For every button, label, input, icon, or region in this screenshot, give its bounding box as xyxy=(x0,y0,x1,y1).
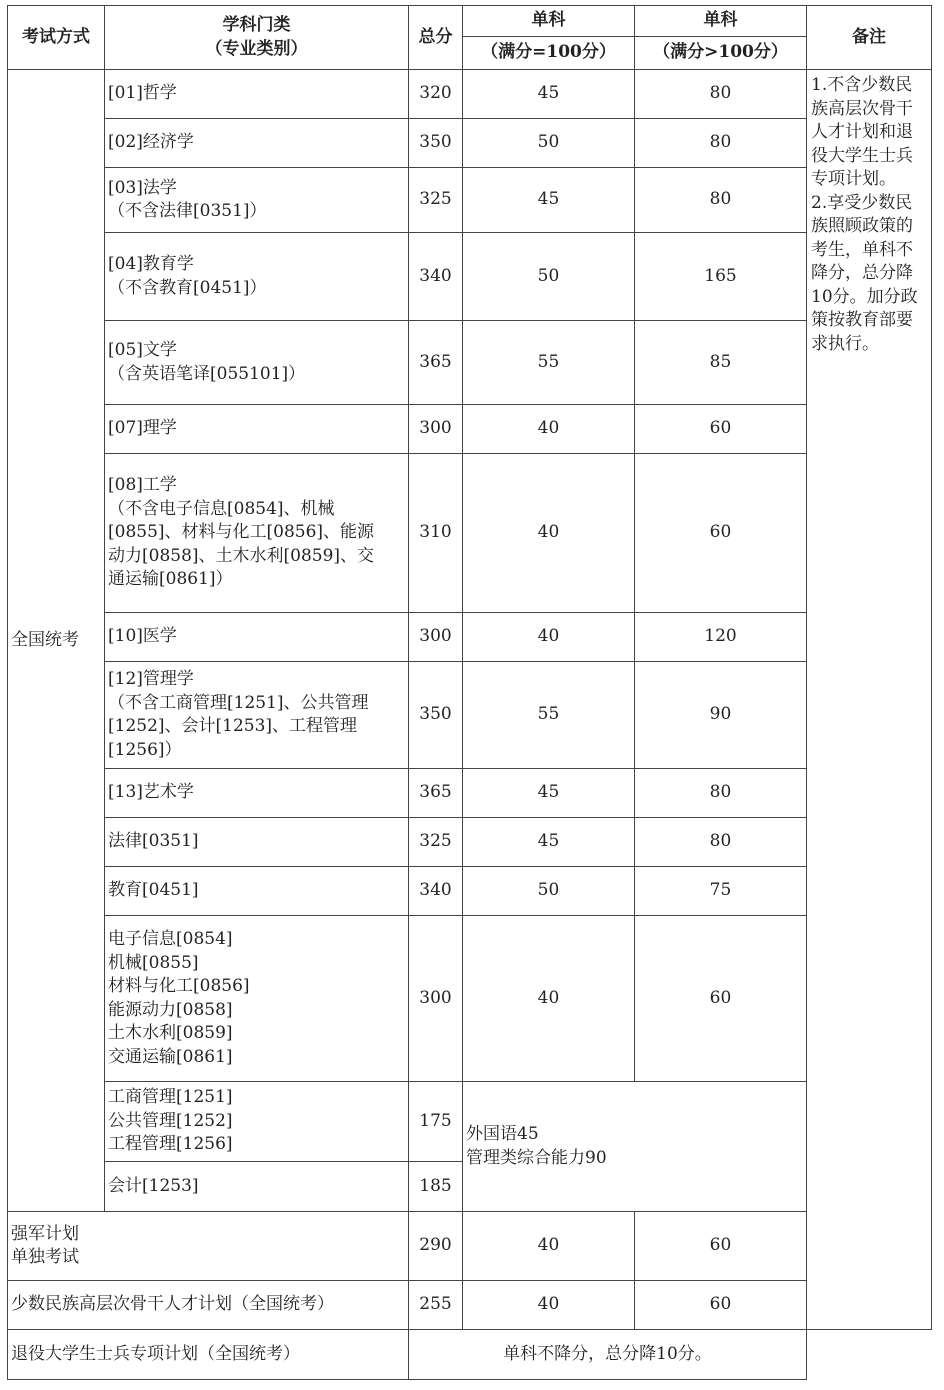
score-table xyxy=(7,5,932,1380)
header-category-sub: （专业类别） xyxy=(205,38,308,59)
table-row xyxy=(8,70,932,119)
header-single-100: （满分=100分） xyxy=(463,37,635,70)
header-single-2: 单科 xyxy=(635,6,807,37)
table-row xyxy=(8,168,932,233)
single-gt100-score: 60 xyxy=(635,1212,807,1281)
category-name: [02]经济学 xyxy=(105,119,409,168)
table-row xyxy=(8,916,932,1082)
category-name: [08]工学 （不含电子信息[0854]、机械 [0855]、材料与化工[0856]、能源 动力[0858]、土木水利[0859]、交 通运输[0861]） xyxy=(105,454,409,613)
total-score: 325 xyxy=(409,818,463,867)
category-name: [10]医学 xyxy=(105,613,409,662)
total-score: 365 xyxy=(409,321,463,405)
total-score: 350 xyxy=(409,119,463,168)
category-name: [03]法学 （不含法律[0351]） xyxy=(105,168,409,233)
single-gt100-score: 80 xyxy=(635,168,807,233)
table-row xyxy=(8,769,932,818)
total-score: 340 xyxy=(409,233,463,321)
exam-method-national: 全国统考 xyxy=(8,70,105,1212)
table-row xyxy=(8,867,932,916)
exam-method-veteran: 退役大学生士兵专项计划（全国统考） xyxy=(8,1330,409,1380)
table-row xyxy=(8,662,932,769)
table-row xyxy=(8,405,932,454)
single-100-score: 55 xyxy=(463,662,635,769)
table-row xyxy=(8,1281,932,1330)
total-score: 300 xyxy=(409,405,463,454)
header-remarks: 备注 xyxy=(807,6,932,70)
table-row xyxy=(8,1330,932,1380)
single-gt100-score: 90 xyxy=(635,662,807,769)
category-name: 教育[0451] xyxy=(105,867,409,916)
category-name: 电子信息[0854] 机械[0855] 材料与化工[0856] 能源动力[0858] 土木水利[0859] 交通运输[0861] xyxy=(105,916,409,1082)
mba-single-scores: 外国语45 管理类综合能力90 xyxy=(463,1082,807,1212)
header-category-label: 学科门类 xyxy=(222,15,291,35)
single-100-score: 45 xyxy=(463,70,635,119)
single-100-score: 45 xyxy=(463,168,635,233)
category-name: [07]理学 xyxy=(105,405,409,454)
total-score: 300 xyxy=(409,613,463,662)
single-gt100-score: 80 xyxy=(635,70,807,119)
single-gt100-score: 60 xyxy=(635,454,807,613)
total-score: 325 xyxy=(409,168,463,233)
header-total: 总分 xyxy=(409,6,463,70)
single-100-score: 50 xyxy=(463,119,635,168)
total-score: 185 xyxy=(409,1162,463,1212)
category-name: [04]教育学 （不含教育[0451]） xyxy=(105,233,409,321)
single-100-score: 40 xyxy=(463,405,635,454)
exam-method-special: 少数民族高层次骨干人才计划（全国统考） xyxy=(8,1281,409,1330)
category-name: [13]艺术学 xyxy=(105,769,409,818)
single-100-score: 40 xyxy=(463,916,635,1082)
single-gt100-score: 75 xyxy=(635,867,807,916)
single-100-score: 55 xyxy=(463,321,635,405)
single-gt100-score: 80 xyxy=(635,119,807,168)
category-name: [05]文学 （含英语笔译[055101]） xyxy=(105,321,409,405)
category-name: [12]管理学 （不含工商管理[1251]、公共管理 [1252]、会计[1253]、工程管理 [1256]） xyxy=(105,662,409,769)
header-single-gt100: （满分>100分） xyxy=(635,37,807,70)
total-score: 340 xyxy=(409,867,463,916)
table-row xyxy=(8,119,932,168)
single-100-score: 45 xyxy=(463,769,635,818)
single-100-score: 45 xyxy=(463,818,635,867)
veteran-note: 单科不降分，总分降10分。 xyxy=(409,1330,807,1380)
table-row xyxy=(8,233,932,321)
total-score: 300 xyxy=(409,916,463,1082)
single-100-score: 50 xyxy=(463,233,635,321)
exam-method-special: 强军计划 单独考试 xyxy=(8,1212,409,1281)
single-100-score: 50 xyxy=(463,867,635,916)
single-gt100-score: 85 xyxy=(635,321,807,405)
category-name: 工商管理[1251] 公共管理[1252] 工程管理[1256] xyxy=(105,1082,409,1162)
total-score: 350 xyxy=(409,662,463,769)
total-score: 175 xyxy=(409,1082,463,1162)
single-gt100-score: 80 xyxy=(635,769,807,818)
single-100-score: 40 xyxy=(463,613,635,662)
category-name: [01]哲学 xyxy=(105,70,409,119)
single-gt100-score: 80 xyxy=(635,818,807,867)
table-row xyxy=(8,613,932,662)
single-100-score: 40 xyxy=(463,1212,635,1281)
single-gt100-score: 60 xyxy=(635,405,807,454)
single-gt100-score: 60 xyxy=(635,1281,807,1330)
single-gt100-score: 120 xyxy=(635,613,807,662)
single-gt100-score: 165 xyxy=(635,233,807,321)
table-row xyxy=(8,818,932,867)
header-category xyxy=(105,6,409,70)
total-score: 290 xyxy=(409,1212,463,1281)
header-exam-method: 考试方式 xyxy=(8,6,105,70)
single-100-score: 40 xyxy=(463,454,635,613)
single-100-score: 40 xyxy=(463,1281,635,1330)
total-score: 310 xyxy=(409,454,463,613)
category-name: 法律[0351] xyxy=(105,818,409,867)
category-name: 会计[1253] xyxy=(105,1162,409,1212)
total-score: 365 xyxy=(409,769,463,818)
total-score: 320 xyxy=(409,70,463,119)
total-score: 255 xyxy=(409,1281,463,1330)
single-gt100-score: 60 xyxy=(635,916,807,1082)
table-row xyxy=(8,1082,932,1162)
table-row xyxy=(8,454,932,613)
header-single-1: 单科 xyxy=(463,6,635,37)
table-row xyxy=(8,1212,932,1281)
table-row xyxy=(8,321,932,405)
remarks-note: 1.不含少数民族高层次骨干人才计划和退役大学生士兵专项计划。 2.享受少数民族照顾政策的考生，单科不降分，总分降10分。加分政策按教育部要求执行。 xyxy=(807,70,932,1330)
